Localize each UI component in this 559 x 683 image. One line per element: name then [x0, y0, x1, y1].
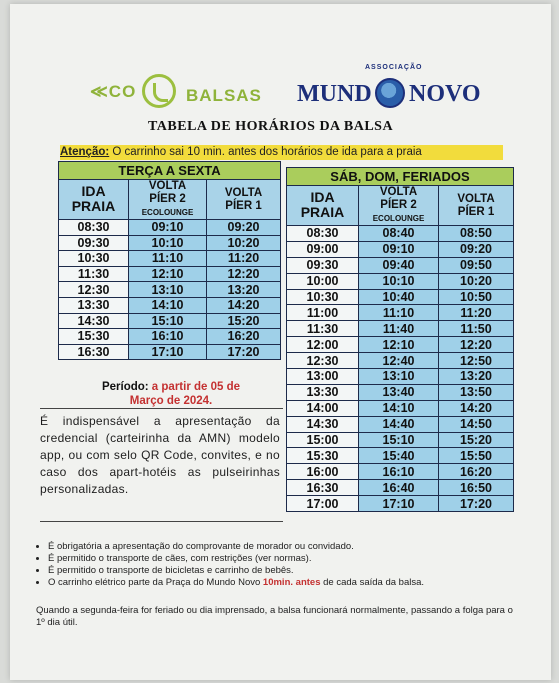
divider [40, 521, 283, 522]
table-row [287, 226, 514, 242]
time-cell: 16:10 [359, 464, 439, 480]
time-cell: 12:20 [207, 266, 281, 282]
table-row [287, 480, 514, 496]
table-row [287, 321, 514, 337]
time-cell: 15:00 [287, 432, 359, 448]
time-cell: 13:20 [207, 282, 281, 298]
list-item: • É permitido o transporte de bicicletas e carrinho de bebês. [48, 565, 528, 577]
period-note [60, 380, 282, 408]
weekend-schedule-table [286, 167, 514, 512]
table-row [287, 416, 514, 432]
credential-notice: É indispensável a apresentação da credencial (carteirinha da AMN) modelo app, ou com selo QR Code, convites, e no caso dos apart-hotéis as pulseirinhas personalizadas. [40, 414, 280, 496]
time-cell: 11:20 [439, 305, 514, 321]
table-row [287, 496, 514, 512]
time-cell: 15:20 [207, 313, 281, 329]
table-row [287, 337, 514, 353]
time-cell: 16:20 [207, 329, 281, 345]
logo-bar [82, 64, 502, 116]
time-cell: 14:00 [287, 400, 359, 416]
list-item: • É obrigatória a apresentação do comprovante de morador ou convidado. [48, 541, 528, 553]
attention-text: O carrinho sai 10 min. antes dos horários de ida para a praia [109, 146, 422, 158]
table-row [287, 448, 514, 464]
time-cell: 15:30 [59, 329, 129, 345]
time-cell: 11:00 [287, 305, 359, 321]
time-cell: 17:10 [129, 344, 207, 360]
col-volta-pier2: VOLTA PÍER 2 ECOLOUNGE [359, 186, 439, 226]
weekend-title: SÁB, DOM, FERIADOS [287, 168, 514, 186]
table-row [59, 329, 281, 345]
table-row [287, 400, 514, 416]
time-cell: 13:10 [359, 369, 439, 385]
time-cell: 10:30 [287, 289, 359, 305]
time-cell: 10:30 [59, 251, 129, 267]
time-cell: 08:40 [359, 226, 439, 242]
time-cell: 11:10 [359, 305, 439, 321]
time-cell: 12:20 [439, 337, 514, 353]
table-row [59, 282, 281, 298]
table-row [287, 353, 514, 369]
leaf-icon [142, 74, 176, 108]
time-cell: 09:50 [439, 257, 514, 273]
time-cell: 16:30 [59, 344, 129, 360]
table-row [59, 220, 281, 236]
time-cell: 17:10 [359, 496, 439, 512]
table-row [287, 384, 514, 400]
time-cell: 10:20 [439, 273, 514, 289]
time-cell: 16:10 [129, 329, 207, 345]
associacao-logo-text: ASSOCIAÇÃO [365, 64, 423, 71]
time-cell: 09:00 [287, 241, 359, 257]
time-cell: 17:20 [207, 344, 281, 360]
time-cell: 11:50 [439, 321, 514, 337]
time-cell: 12:50 [439, 353, 514, 369]
time-cell: 14:50 [439, 416, 514, 432]
time-cell: 09:30 [287, 257, 359, 273]
time-cell: 15:40 [359, 448, 439, 464]
time-cell: 14:40 [359, 416, 439, 432]
time-cell: 16:50 [439, 480, 514, 496]
time-cell: 15:10 [359, 432, 439, 448]
time-cell: 09:20 [207, 220, 281, 236]
time-cell: 10:40 [359, 289, 439, 305]
time-cell: 17:20 [439, 496, 514, 512]
time-cell: 08:50 [439, 226, 514, 242]
time-cell: 15:20 [439, 432, 514, 448]
time-cell: 10:20 [207, 235, 281, 251]
rules-list [32, 541, 528, 589]
table-row [287, 289, 514, 305]
time-cell: 13:30 [287, 384, 359, 400]
list-item: • O carrinho elétrico parte da Praça do Mundo Novo 10min. antes de cada saída da balsa. [48, 577, 528, 589]
list-item: • É permitido o transporte de cães, com restrições (ver normas). [48, 553, 528, 565]
time-cell: 11:30 [287, 321, 359, 337]
time-cell: 09:10 [359, 241, 439, 257]
weekday-schedule-table [58, 161, 281, 360]
col-volta-pier1: VOLTA PÍER 1 [207, 180, 281, 220]
balsas-logo-text: BALSAS [186, 86, 262, 105]
time-cell: 16:30 [287, 480, 359, 496]
col-volta-pier1: VOLTA PÍER 1 [439, 186, 514, 226]
col-volta-pier2: VOLTA PÍER 2 ECOLOUNGE [129, 180, 207, 220]
period-label: Período: [101, 381, 149, 393]
eco-balsas-logo-text: ≪CO [90, 82, 137, 101]
time-cell: 14:20 [207, 297, 281, 313]
table-row [287, 432, 514, 448]
col-ida: IDA PRAIA [287, 186, 359, 226]
time-cell: 17:00 [287, 496, 359, 512]
table-row [287, 273, 514, 289]
time-cell: 08:30 [59, 220, 129, 236]
time-cell: 10:10 [359, 273, 439, 289]
table-row [287, 464, 514, 480]
time-cell: 12:30 [287, 353, 359, 369]
time-cell: 12:30 [59, 282, 129, 298]
table-row [59, 344, 281, 360]
time-cell: 10:10 [129, 235, 207, 251]
period-value-b: Março de 2024. [129, 395, 213, 407]
time-cell: 08:30 [287, 226, 359, 242]
table-row [59, 235, 281, 251]
time-cell: 12:10 [129, 266, 207, 282]
page-title: TABELA DE HORÁRIOS DA BALSA [148, 119, 394, 134]
table-row [59, 297, 281, 313]
time-cell: 14:30 [287, 416, 359, 432]
attention-banner [60, 145, 503, 160]
time-cell: 14:30 [59, 313, 129, 329]
divider [40, 408, 283, 409]
time-cell: 16:40 [359, 480, 439, 496]
table-row [287, 305, 514, 321]
period-value-a: a partir de 05 de [148, 381, 241, 393]
time-cell: 12:10 [359, 337, 439, 353]
time-cell: 16:20 [439, 464, 514, 480]
table-row [287, 369, 514, 385]
time-cell: 15:30 [287, 448, 359, 464]
time-cell: 14:10 [359, 400, 439, 416]
time-cell: 15:10 [129, 313, 207, 329]
time-cell: 13:30 [59, 297, 129, 313]
table-row [59, 266, 281, 282]
time-cell: 11:30 [59, 266, 129, 282]
time-cell: 09:10 [129, 220, 207, 236]
time-cell: 13:40 [359, 384, 439, 400]
col-ida: IDA PRAIA [59, 180, 129, 220]
time-cell: 09:40 [359, 257, 439, 273]
table-row [59, 313, 281, 329]
table-row [287, 257, 514, 273]
time-cell: 14:20 [439, 400, 514, 416]
time-cell: 13:10 [129, 282, 207, 298]
attention-label: Atenção: [60, 146, 110, 158]
time-cell: 12:00 [287, 337, 359, 353]
time-cell: 13:20 [439, 369, 514, 385]
time-cell: 12:40 [359, 353, 439, 369]
time-cell: 13:50 [439, 384, 514, 400]
time-cell: 11:20 [207, 251, 281, 267]
time-cell: 11:10 [129, 251, 207, 267]
time-cell: 09:20 [439, 241, 514, 257]
table-row [59, 251, 281, 267]
globe-icon [375, 78, 405, 108]
time-cell: 11:40 [359, 321, 439, 337]
time-cell: 10:50 [439, 289, 514, 305]
time-cell: 13:00 [287, 369, 359, 385]
time-cell: 09:30 [59, 235, 129, 251]
holiday-note: Quando a segunda-feira for feriado ou dia imprensado, a balsa funcionará normalmente, passando a folga para o 1º dia útil. [36, 605, 513, 628]
time-cell: 15:50 [439, 448, 514, 464]
time-cell: 16:00 [287, 464, 359, 480]
table-row [287, 241, 514, 257]
time-cell: 10:00 [287, 273, 359, 289]
weekday-title: TERÇA A SEXTA [59, 162, 281, 180]
time-cell: 14:10 [129, 297, 207, 313]
novo-logo-text: NOVO [409, 81, 481, 107]
mundo-logo-text: MUND [297, 81, 372, 107]
